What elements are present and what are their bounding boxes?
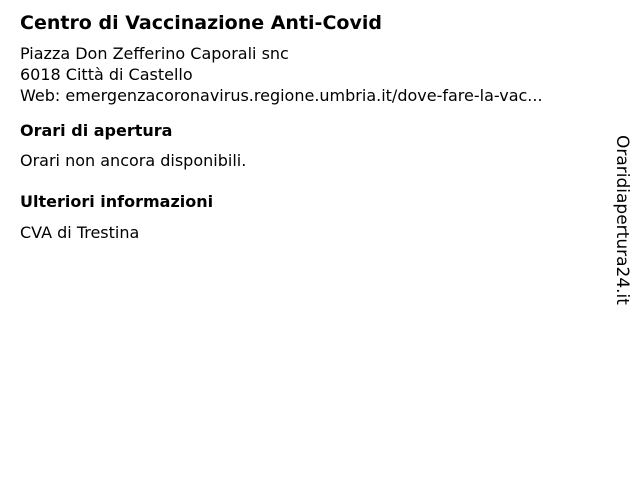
address-street: Piazza Don Zefferino Caporali snc xyxy=(20,44,289,63)
address-block xyxy=(20,43,600,106)
opening-hours-text: Orari non ancora disponibili. xyxy=(20,151,247,170)
additional-info-heading: Ulteriori informazioni xyxy=(20,192,214,211)
additional-info-text: CVA di Trestina xyxy=(20,223,140,242)
address-city: 6018 Città di Castello xyxy=(20,65,193,84)
listing-content xyxy=(20,10,600,244)
page-title: Centro di Vaccinazione Anti-Covid xyxy=(20,12,382,34)
opening-hours-heading: Orari di apertura xyxy=(20,121,173,140)
site-brand-watermark: Oraridiapertura24.it xyxy=(612,135,632,305)
website-link[interactable]: Web: emergenzacoronavirus.regione.umbria.it/dove-fare-la-vac... xyxy=(20,86,543,105)
